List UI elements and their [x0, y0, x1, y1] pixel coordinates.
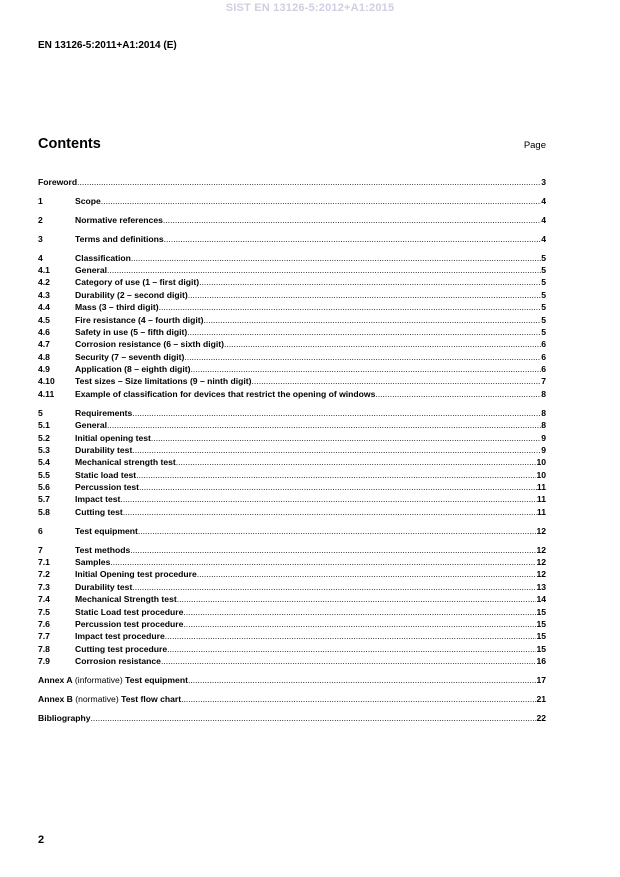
- toc-entry-page: 15: [536, 631, 546, 642]
- toc-leader-dots: [132, 444, 541, 456]
- toc-entry-title-group: [75, 606, 183, 618]
- toc-entry-number: 7.6: [38, 619, 50, 629]
- toc-entry[interactable]: [38, 469, 546, 481]
- toc-entry-page: 12: [536, 544, 546, 555]
- toc-entry[interactable]: [38, 407, 546, 419]
- toc-entry[interactable]: [38, 506, 546, 518]
- toc-entry-page: 3: [541, 177, 546, 187]
- toc-entry-page: 9: [541, 444, 546, 455]
- toc-entry-page: 8: [541, 388, 546, 399]
- toc-entry-number: 2: [38, 214, 43, 225]
- toc-entry-page: 6: [541, 351, 546, 362]
- watermark: SIST EN 13126-5:2012+A1:2015: [225, 2, 395, 14]
- toc-leader-dots: [224, 338, 541, 350]
- toc-entry-title: Test methods: [75, 544, 131, 555]
- toc-leader-dots: [120, 493, 537, 505]
- toc-entry-title-group: [75, 444, 132, 456]
- toc-entry-title-group: [75, 469, 136, 481]
- toc-entry-page: 5: [541, 277, 546, 288]
- toc-entry-title-group: [75, 314, 203, 326]
- toc-entry[interactable]: [38, 568, 546, 580]
- toc-entry-number: 7.1: [38, 557, 50, 568]
- toc-entry-page: 16: [536, 656, 546, 667]
- toc-entry-title: General: [75, 420, 108, 431]
- toc-entry-page: 6: [541, 364, 546, 375]
- toc-entry-number: 1: [38, 195, 43, 206]
- toc-entry-number: 5: [38, 407, 43, 418]
- toc-entry-page: 8: [541, 420, 546, 431]
- toc-entry-title-group: [75, 214, 163, 226]
- toc-entry-title: Classification: [75, 252, 131, 263]
- toc-entry-page: 11: [536, 506, 546, 517]
- toc-entry-title: Requirements: [75, 407, 133, 418]
- toc-entry-title: Security (7 – seventh digit): [75, 351, 185, 362]
- toc-leader-dots: [163, 214, 541, 226]
- toc-leader-dots: [151, 432, 541, 444]
- toc-leader-dots: [188, 674, 536, 686]
- toc-entry-page: 5: [541, 264, 546, 275]
- toc-entry-title: Static load test: [75, 469, 137, 480]
- toc-entry[interactable]: [38, 655, 546, 667]
- toc-entry-title-group: [75, 375, 252, 387]
- toc-entry-title-group: [75, 525, 138, 537]
- toc-entry-page: 21: [536, 693, 546, 704]
- toc-entry-title-group: [75, 481, 139, 493]
- toc-entry-page: 15: [536, 643, 546, 654]
- toc-entry-title-group: [75, 655, 161, 667]
- toc-entry[interactable]: [38, 618, 546, 630]
- toc-entry-page: 7: [541, 376, 546, 387]
- toc-entry[interactable]: [38, 606, 546, 618]
- toc-entry-title: Durability (2 – second digit): [75, 289, 188, 300]
- toc-entry-page: 11: [536, 494, 546, 505]
- toc-entry-page: 17: [536, 675, 546, 686]
- toc-leader-dots: [107, 264, 541, 276]
- toc-entry-annex-title: Test equipment: [125, 675, 188, 686]
- toc-entry[interactable]: [38, 674, 546, 686]
- toc-entry-title: Category of use (1 – first digit): [75, 277, 200, 288]
- toc-entry[interactable]: [38, 432, 546, 444]
- toc-entry-number: 4.4: [38, 302, 50, 313]
- toc-entry-title: Impact test procedure: [75, 631, 165, 642]
- toc-entry-title-group: [75, 493, 120, 505]
- toc-entry-title-group: [75, 432, 151, 444]
- toc-entry[interactable]: [38, 289, 546, 301]
- toc-entry-page: 5: [541, 302, 546, 313]
- toc-leader-dots: [177, 593, 537, 605]
- toc-entry-number: 4.3: [38, 289, 50, 300]
- toc-leader-dots: [139, 481, 537, 493]
- toc-entry-title-group: [75, 264, 107, 276]
- toc-entry-title: Mechanical Strength test: [75, 594, 177, 605]
- toc-entry-title-group: [75, 568, 197, 580]
- toc-entry[interactable]: [38, 176, 546, 188]
- toc-entry-annex-title: Test flow chart: [121, 693, 182, 704]
- toc-entry-number: 7.7: [38, 631, 50, 642]
- toc-entry-title-group: [75, 363, 191, 375]
- toc-entry-number: 7.9: [38, 656, 50, 667]
- toc-entry-title-group: [75, 618, 183, 630]
- toc-entry[interactable]: [38, 301, 546, 313]
- toc-entry[interactable]: [38, 326, 546, 338]
- toc-entry-title: Samples: [75, 557, 111, 568]
- toc-entry-page: 13: [536, 581, 546, 592]
- toc-entry-page: 15: [536, 619, 546, 629]
- toc-leader-dots: [132, 407, 541, 419]
- toc-entry[interactable]: [38, 444, 546, 456]
- toc-entry-page: 5: [541, 326, 546, 337]
- toc-leader-dots: [132, 581, 536, 593]
- toc-entry-number: 5.7: [38, 494, 50, 505]
- toc-leader-dots: [252, 375, 542, 387]
- toc-entry-page: 4: [541, 233, 546, 244]
- toc-entry-number: 4: [38, 252, 43, 263]
- toc-entry[interactable]: [38, 388, 546, 400]
- toc-leader-dots: [110, 556, 536, 568]
- toc-entry-annex-type: (informative): [72, 675, 126, 686]
- toc-leader-dots: [199, 276, 541, 288]
- toc-entry-title: Cutting test: [75, 506, 123, 517]
- toc-entry-title-group: [75, 456, 176, 468]
- toc-entry-title: Cutting test procedure: [75, 643, 168, 654]
- toc-entry[interactable]: [38, 252, 546, 264]
- toc-entry-number: 7.3: [38, 581, 50, 592]
- toc-entry-title: Example of classification for devices that restrict the opening of windows: [75, 388, 376, 399]
- toc-entry-page: 12: [536, 557, 546, 568]
- toc-entry-title-group: [75, 289, 188, 301]
- toc-leader-dots: [130, 544, 536, 556]
- toc-entry-title: Scope: [75, 195, 101, 206]
- toc-entry[interactable]: [38, 643, 546, 655]
- toc-entry-title: Application (8 – eighth digit): [75, 364, 191, 375]
- toc-entry-number: 4.8: [38, 351, 50, 362]
- toc-entry-title: Test sizes – Size limitations (9 – ninth digit): [75, 376, 252, 387]
- toc-leader-dots: [136, 469, 536, 481]
- toc-entry-page: 9: [541, 432, 546, 443]
- toc-entry-page: 5: [541, 252, 546, 263]
- toc-entry-title-group: [75, 326, 187, 338]
- toc-entry-title-group: [75, 195, 101, 207]
- toc-leader-dots: [165, 630, 537, 642]
- toc-entry-title-group: [75, 581, 132, 593]
- toc-entry-title: Durability test: [75, 581, 133, 592]
- toc-entry[interactable]: [38, 351, 546, 363]
- toc-leader-dots: [188, 289, 542, 301]
- toc-entry[interactable]: [38, 276, 546, 288]
- toc-leader-dots: [167, 643, 536, 655]
- toc-entry-page: 4: [541, 214, 546, 225]
- toc-entry-page: 22: [536, 712, 546, 723]
- toc-entry-number: 5.4: [38, 457, 50, 468]
- toc-entry-page: 8: [541, 407, 546, 418]
- toc-entry[interactable]: [38, 581, 546, 593]
- toc-entry-number: 4.10: [38, 376, 55, 387]
- toc-entry-number: 5.2: [38, 432, 50, 443]
- page-title: Contents: [38, 136, 101, 152]
- toc-leader-dots: [138, 525, 537, 537]
- toc-entry-number: 4.2: [38, 277, 50, 288]
- toc-entry-title-group: [75, 419, 107, 431]
- toc-entry-page: 6: [541, 339, 546, 350]
- toc-entry-title-group: [75, 556, 110, 568]
- toc-entry-number: 4.7: [38, 339, 50, 350]
- toc-entry-page: 10: [536, 469, 546, 480]
- toc-entry-page: 5: [541, 314, 546, 325]
- toc-entry-number: 7: [38, 544, 43, 555]
- toc-entry[interactable]: [38, 481, 546, 493]
- toc-entry[interactable]: [38, 419, 546, 431]
- toc-entry[interactable]: [38, 525, 546, 537]
- toc-entry-number: 7.4: [38, 594, 50, 605]
- toc-entry-title-group: [75, 233, 164, 245]
- toc-entry-title: Fire resistance (4 – fourth digit): [75, 314, 204, 325]
- toc-entry-title: Normative references: [75, 214, 163, 225]
- toc-entry-title: Percussion test: [75, 482, 139, 493]
- toc-entry[interactable]: [38, 544, 546, 556]
- toc-entry-title: Corrosion resistance (6 – sixth digit): [75, 339, 224, 350]
- toc-entry-title-group: [75, 351, 184, 363]
- toc-entry-title: Impact test: [75, 494, 121, 505]
- toc-entry-page: 5: [541, 289, 546, 300]
- toc-entry-title-group: [75, 643, 167, 655]
- document-id: EN 13126-5:2011+A1:2014 (E): [38, 40, 177, 51]
- toc-entry-number: 4.1: [38, 264, 50, 275]
- toc-entry-number: 7.8: [38, 643, 50, 654]
- toc-leader-dots: [176, 456, 537, 468]
- toc-entry-page: 12: [536, 525, 546, 536]
- toc-entry[interactable]: [38, 630, 546, 642]
- toc-entry-number: 4.11: [38, 388, 55, 399]
- toc-entry-title-group: [75, 593, 177, 605]
- toc-entry[interactable]: [38, 493, 546, 505]
- toc-entry-number: 5.1: [38, 420, 50, 431]
- toc-entry[interactable]: [38, 338, 546, 350]
- toc-leader-dots: [101, 195, 541, 207]
- toc-entry[interactable]: [38, 314, 546, 326]
- toc-entry-title-group: [75, 407, 132, 419]
- toc-entry[interactable]: [38, 693, 546, 705]
- page-number: 2: [38, 834, 45, 846]
- toc-entry-title-group: [38, 674, 188, 686]
- toc-entry-title: Percussion test procedure: [75, 619, 184, 629]
- toc-entry[interactable]: [38, 712, 546, 724]
- toc-entry-number: 5.6: [38, 482, 50, 493]
- toc-entry-title-group: [75, 301, 159, 313]
- toc-entry-title: Annex A: [38, 675, 73, 686]
- toc-entry-title: General: [75, 264, 108, 275]
- toc-entry-title: Initial Opening test procedure: [75, 569, 197, 580]
- toc-entry-title-group: [75, 338, 224, 350]
- toc-leader-dots: [161, 655, 536, 667]
- toc-leader-dots: [203, 314, 541, 326]
- toc-entry-number: 4.9: [38, 364, 50, 375]
- toc-leader-dots: [164, 233, 542, 245]
- toc-entry-page: 4: [541, 195, 546, 206]
- toc-entry[interactable]: [38, 264, 546, 276]
- toc-entry-title: Bibliography: [38, 712, 91, 723]
- toc-entry-title: Static Load test procedure: [75, 606, 184, 617]
- toc-entry-title: Mechanical strength test: [75, 457, 176, 468]
- toc-entry[interactable]: [38, 556, 546, 568]
- toc-entry-number: 4.6: [38, 326, 50, 337]
- toc-entry-title: Initial opening test: [75, 432, 151, 443]
- toc-leader-dots: [107, 419, 541, 431]
- toc-entry-number: 3: [38, 233, 43, 244]
- toc-leader-dots: [375, 388, 541, 400]
- toc-entry-title: Mass (3 – third digit): [75, 302, 159, 313]
- toc-entry-number: 5.3: [38, 444, 50, 455]
- toc-entry-title: Terms and definitions: [75, 233, 164, 244]
- toc-entry-page: 15: [536, 606, 546, 617]
- toc-entry-title-group: [75, 276, 199, 288]
- toc-entry-title-group: [75, 388, 375, 400]
- toc-entry-title-group: [75, 544, 130, 556]
- toc-entry-title-group: [38, 176, 77, 188]
- toc-entry-title: Corrosion resistance: [75, 656, 161, 667]
- toc-entry[interactable]: [38, 214, 546, 226]
- toc-entry-number: 5.5: [38, 469, 50, 480]
- toc-entry-title-group: [38, 693, 181, 705]
- toc-entry-title: Foreword: [38, 177, 78, 187]
- page-column-label: Page: [523, 140, 546, 151]
- toc-entry-page: 12: [536, 569, 546, 580]
- toc-entry-number: 7.5: [38, 606, 50, 617]
- toc-entry-title-group: [38, 712, 91, 724]
- toc-leader-dots: [77, 176, 541, 188]
- toc-entry-number: 4.5: [38, 314, 50, 325]
- toc-leader-dots: [159, 301, 542, 313]
- toc-leader-dots: [131, 252, 541, 264]
- toc-entry-title: Durability test: [75, 444, 133, 455]
- toc-leader-dots: [91, 712, 537, 724]
- toc-leader-dots: [187, 326, 541, 338]
- toc-leader-dots: [123, 506, 537, 518]
- toc-entry[interactable]: [38, 593, 546, 605]
- toc-leader-dots: [197, 568, 537, 580]
- toc-entry-page: 10: [536, 457, 546, 468]
- toc-entry-title-group: [75, 630, 165, 642]
- toc-entry-number: 7.2: [38, 569, 50, 580]
- toc-entry-page: 14: [536, 594, 546, 605]
- toc-leader-dots: [184, 351, 541, 363]
- toc-entry-page: 11: [536, 482, 546, 493]
- toc-entry-number: 6: [38, 525, 43, 536]
- toc-entry-title: Test equipment: [75, 525, 138, 536]
- toc-leader-dots: [191, 363, 542, 375]
- toc-entry-title-group: [75, 506, 123, 518]
- toc-entry[interactable]: [38, 195, 546, 207]
- toc-entry-title: Annex B: [38, 693, 73, 704]
- toc-entry[interactable]: [38, 233, 546, 245]
- toc-entry[interactable]: [38, 375, 546, 387]
- toc-entry-annex-type: (normative): [72, 693, 122, 704]
- toc-entry-title: Safety in use (5 – fifth digit): [75, 326, 188, 337]
- toc-entry-title-group: [75, 252, 131, 264]
- toc-leader-dots: [183, 618, 536, 630]
- toc-entry[interactable]: [38, 363, 546, 375]
- toc-entry-number: 5.8: [38, 506, 50, 517]
- table-of-contents: [38, 176, 546, 724]
- toc-leader-dots: [181, 693, 536, 705]
- toc-leader-dots: [183, 606, 536, 618]
- toc-entry[interactable]: [38, 456, 546, 468]
